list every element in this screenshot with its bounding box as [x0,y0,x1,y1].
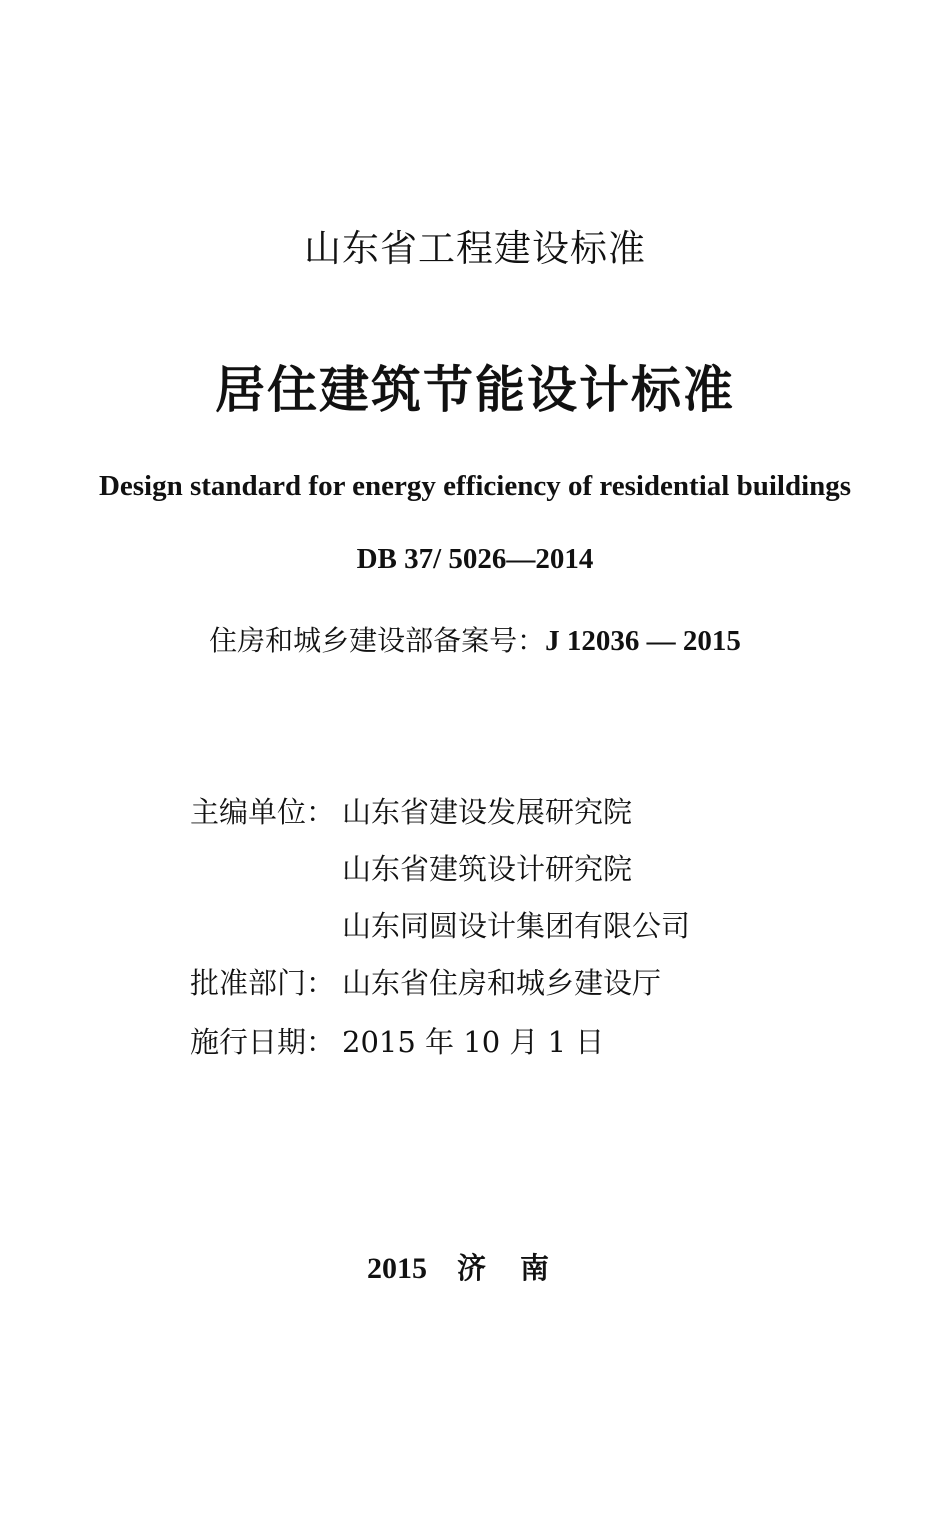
record-number-line [0,619,950,659]
editor-row-3 [190,904,690,945]
english-title: Design standard for energy efficiency of residential buildings [98,470,852,502]
editor-name: 山东省建筑设计研究院 [342,852,633,886]
document-title: 居住建筑节能设计标准 [215,360,735,419]
standard-code: DB 37/ 5026—2014 [356,543,594,575]
approver-row [190,961,661,1002]
record-number: J 12036 — 2015 [545,625,741,657]
publication-year: 2015 [366,1252,427,1285]
record-label: 住房和城乡建设部备案号： [209,624,546,657]
publication-footer [0,1246,950,1287]
editor-row-1 [190,790,632,831]
publication-city: 济南 [456,1251,583,1285]
effective-date-label: 施行日期： [190,1025,336,1059]
effective-date-row [190,1020,604,1061]
series-title: 山东省工程建设标准 [304,227,646,270]
editor-name: 山东省建设发展研究院 [342,795,633,829]
editor-label: 主编单位： [190,795,336,829]
editor-row-2 [190,847,632,888]
effective-date: 2015 年 10 月 1 日 [342,1025,605,1059]
editor-name: 山东同圆设计集团有限公司 [342,909,691,943]
approver-name: 山东省住房和城乡建设厅 [342,966,662,1000]
approver-label: 批准部门： [190,966,336,1000]
